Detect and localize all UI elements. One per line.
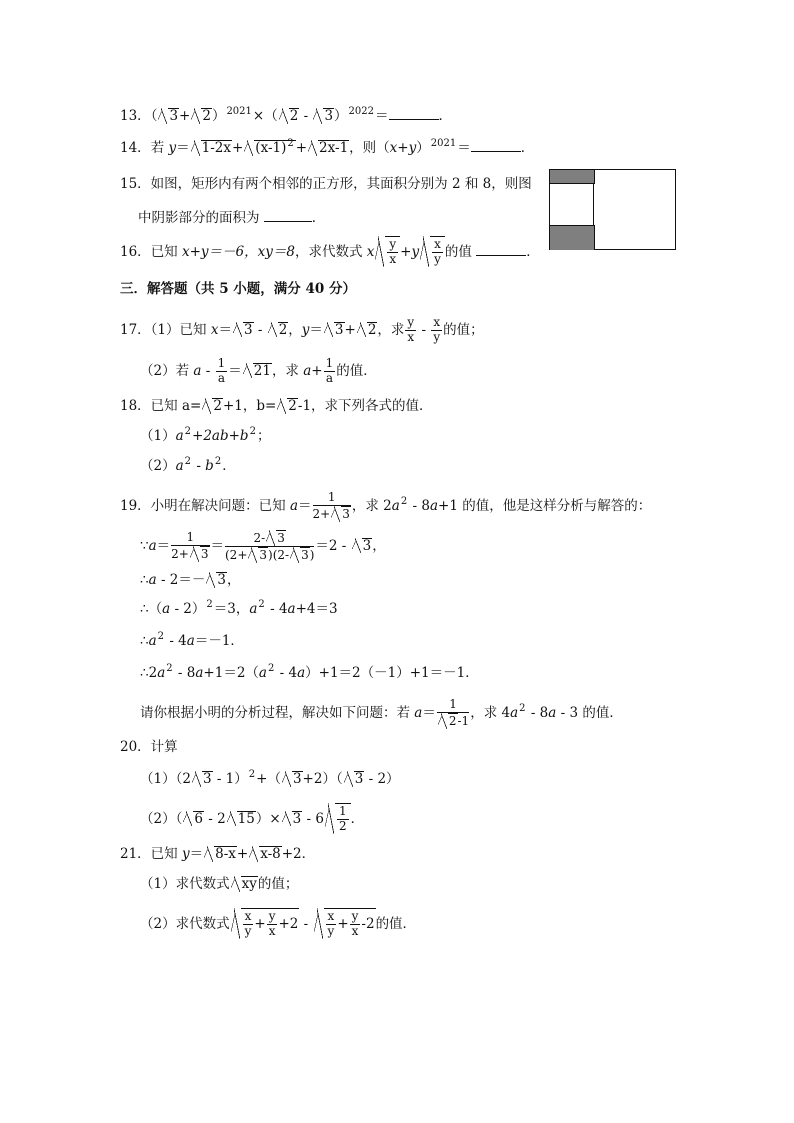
- sqrt: 2: [277, 398, 298, 414]
- q19-line4: ∴（a - 2）$^2$＝3，$a^2 - 4a+4=3$: [140, 599, 338, 617]
- q14-line: 14．若 $y= 1-2x+ (x-1)^2 + 2x-1$，则$(x+y)^{2021}=$ ．: [120, 138, 535, 156]
- square-small: [550, 183, 594, 225]
- answer-blank: [471, 139, 521, 152]
- q15-line2: 中阴影部分的面积为 ．: [138, 210, 326, 226]
- sqrt: $(x-1)^2$: [244, 140, 295, 156]
- answer-blank: [264, 209, 312, 222]
- sqrt: 2: [191, 108, 212, 124]
- q19-line6: $\therefore 2a^2 - 8a+1=2(a^2 - 4a)+1=2(-1)+1=-1$．: [140, 663, 479, 681]
- sqrt: 2: [268, 322, 289, 338]
- sqrt: 3: [158, 108, 179, 124]
- shaded-region-bottom: [550, 225, 595, 250]
- answer-blank: [476, 243, 526, 256]
- q19-line1: 19．小明在解决问题：已知 a＝ $\frac{1}{2+ 3}$ ，求 $2a^2 - 8a+1$ 的值，他是这样分析与解答的：: [120, 490, 652, 521]
- q18-line1: 18．已知 a= 2+1，b= 2-1，求下列各式的值．: [120, 398, 433, 414]
- q19-line3: ∴a - 2＝－ 3，: [140, 572, 241, 588]
- sqrt: 2: [279, 108, 300, 124]
- q18-line2: $(1)a^2+2ab+b^2$；: [140, 426, 271, 444]
- q18-line3: $(2)a^2 - b^2$．: [140, 456, 236, 474]
- q16-line: 16．已知 x+y＝－6，xy＝8，求代数式 x $\frac{y}{x}$ +y $\frac{x}{y}$ 的值 ．: [120, 237, 540, 266]
- sqrt: 3: [233, 322, 254, 338]
- q21-line1: 21．已知 y＝ 8-x+ x-8+2．: [120, 846, 316, 862]
- rectangle-figure: [549, 169, 676, 250]
- q20-line1: （1）（2 3 - 1）$^2$+（ 3+2）（ 3 - 2）: [140, 769, 400, 787]
- q19-line7: 请你根据小明的分析过程，解决如下问题：若 a＝ $\frac{1}{2-1}$ ，求 $4a^2 - 8a - 3$ 的值．: [140, 697, 623, 728]
- q20-title: 20．计算: [120, 739, 178, 755]
- q20-line2: （2）（ 6 - 2 15）× 3 - 6 $\frac{1}{2}$ ．: [140, 804, 365, 833]
- section-heading: 三．解答题（共 5 小题，满分 40 分）: [120, 281, 356, 297]
- sqrt: 2: [202, 398, 223, 414]
- sqrt: 2x-1: [308, 140, 349, 156]
- sqrt: 3: [324, 322, 345, 338]
- shaded-region-top: [550, 170, 595, 184]
- q17-line1: 17．（1）已知 x＝ 3 - 2，y＝ 3+ 2，求 $\frac{y}{x}$ - $\frac{x}{y}$ 的值；: [120, 315, 484, 344]
- sqrt: $\frac{x}{y}$: [420, 236, 445, 267]
- answer-blank: [389, 107, 439, 120]
- q19-line5: $\therefore a^2 - 4a=-1$．: [140, 631, 244, 649]
- sqrt: $\frac{y}{x}$: [375, 236, 400, 267]
- q13-line: 13．（ 3+ 2）$^{2021}$×（ 2 - 3）$^{2022}$＝ ．: [120, 106, 452, 124]
- sqrt: 3: [313, 108, 334, 124]
- sqrt: 21: [243, 363, 272, 379]
- q19-line2: ∵a＝ $\frac{1}{2+ 3}$ ＝ $\frac{2- 3}{(2+ 3)(2- 3)}$ ＝2 - 3，: [140, 530, 386, 562]
- q15-line1: 15．如图，矩形内有两个相邻的正方形，其面积分别为 2 和 8，则图: [120, 176, 532, 192]
- q17-line2: （2）若 a - $\frac{1}{a}$ ＝ 21，求 a+ $\frac{1}{a}$ 的值．: [140, 356, 377, 385]
- q21-line2: （1）求代数式 xy的值；: [140, 876, 299, 892]
- sqrt: 1-2x: [191, 140, 232, 156]
- q21-line3: （2）求代数式 $\frac{x}{y}$ + $\frac{y}{x}$ +2 - $\frac{x}{y}$ + $\frac{y}{x}$ -2的值．: [140, 909, 417, 938]
- sqrt: 2: [357, 322, 378, 338]
